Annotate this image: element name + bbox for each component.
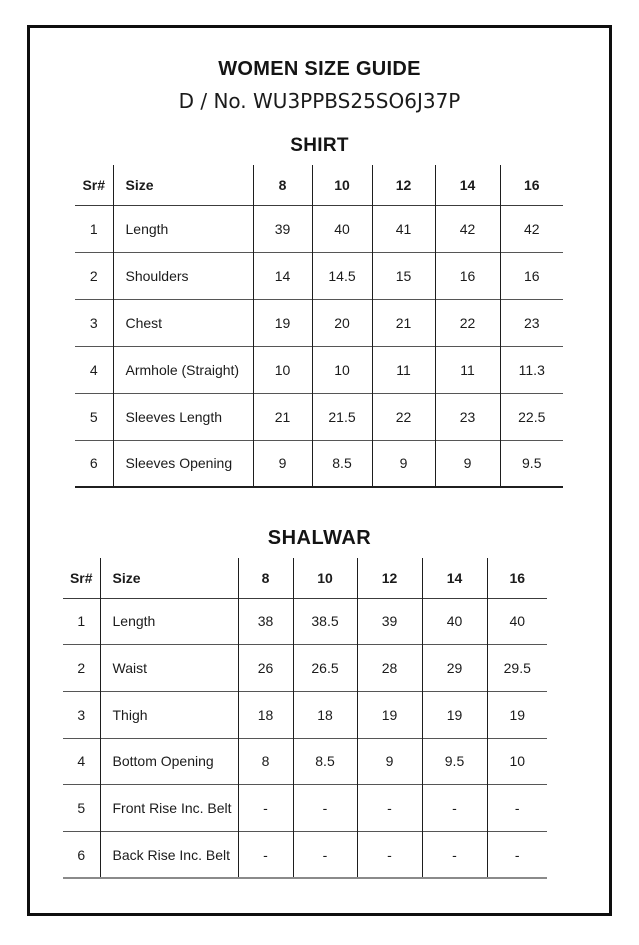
value-cell: 41 [372,205,435,252]
value-cell: 22 [435,299,500,346]
size-value-header: 14 [422,558,487,598]
serial-cell: 6 [75,440,113,487]
value-cell: 26.5 [293,645,357,692]
value-cell: 8.5 [312,440,372,487]
value-cell: 16 [435,252,500,299]
value-cell: 9 [372,440,435,487]
header-row [75,165,563,205]
value-cell: 40 [422,598,487,645]
value-cell: 40 [509,613,526,630]
shirt-size-table [75,165,563,488]
size-column-header: Size [113,165,253,205]
value-cell: 10 [312,346,372,393]
value-cell: 16 [523,267,540,284]
table-row [63,691,547,738]
value-cell: 26 [238,645,293,692]
serial-cell: 2 [63,645,100,692]
value-cell: 23 [435,393,500,440]
value-cell: 14 [253,252,312,299]
table-row [63,738,547,785]
size-value-header: 16 [523,176,540,193]
value-cell: 9 [253,440,312,487]
value-cell: 42 [435,205,500,252]
measurement-label-cell: Length [113,205,253,252]
value-cell: - [514,800,520,817]
value-cell: - [357,785,422,832]
value-cell: 38 [238,598,293,645]
value-cell: - [238,831,293,878]
size-value-header: 8 [238,558,293,598]
value-cell: - [357,831,422,878]
value-cell: 15 [372,252,435,299]
table-row [63,645,547,692]
table-row [63,785,547,832]
serial-column-header: Sr# [75,165,113,205]
value-cell: 20 [312,299,372,346]
value-cell: - [293,785,357,832]
value-cell: 11 [372,346,435,393]
table-row [63,598,547,645]
measurement-label-cell: Sleeves Length [113,393,253,440]
value-cell: 39 [253,205,312,252]
value-cell: 9 [357,738,422,785]
header-row [63,558,547,598]
shirt-table-title: SHIRT [290,135,349,156]
size-value-header: 10 [293,558,357,598]
measurement-label-cell: Front Rise Inc. Belt [100,785,238,832]
value-cell: - [514,846,520,863]
value-cell: 29.5 [503,660,531,677]
table-row [75,440,563,487]
value-cell: 19 [422,691,487,738]
value-cell: 22 [372,393,435,440]
value-cell: 21.5 [312,393,372,440]
table-row [75,393,563,440]
measurement-label-cell: Length [100,598,238,645]
serial-column-header: Sr# [63,558,100,598]
size-value-header: 12 [372,165,435,205]
value-cell: 21 [253,393,312,440]
serial-cell: 6 [63,831,100,878]
value-cell: 22.5 [518,408,546,425]
size-value-header: 12 [357,558,422,598]
value-cell: 21 [372,299,435,346]
serial-cell: 5 [75,393,113,440]
size-value-header: 10 [312,165,372,205]
value-cell: - [238,785,293,832]
value-cell: 28 [357,645,422,692]
value-cell: 19 [509,706,526,723]
value-cell: 10 [253,346,312,393]
serial-cell: 3 [63,691,100,738]
value-cell: 11.3 [518,361,545,378]
value-cell: 19 [357,691,422,738]
value-cell: 14.5 [312,252,372,299]
value-cell: 11 [435,346,500,393]
value-cell: 40 [312,205,372,252]
value-cell: 9.5 [522,455,542,472]
serial-cell: 1 [63,598,100,645]
measurement-label-cell: Waist [100,645,238,692]
table-row [75,205,563,252]
table-row [75,299,563,346]
size-value-header: 16 [509,569,526,586]
serial-cell: 3 [75,299,113,346]
value-cell: 9.5 [422,738,487,785]
serial-cell: 4 [75,346,113,393]
design-number: D / No. WU3PPBS25SO6J37P [178,89,461,113]
value-cell: 38.5 [293,598,357,645]
value-cell: 10 [509,753,526,770]
value-cell: - [293,831,357,878]
size-value-header: 14 [435,165,500,205]
measurement-label-cell: Sleeves Opening [113,440,253,487]
value-cell: 29 [422,645,487,692]
measurement-label-cell: Chest [113,299,253,346]
measurement-label-cell: Armhole (Straight) [113,346,253,393]
table-row [63,831,547,878]
value-cell: 23 [523,314,540,331]
size-value-header: 8 [253,165,312,205]
table-row [75,252,563,299]
measurement-label-cell: Back Rise Inc. Belt [100,831,238,878]
shalwar-table-title: SHALWAR [267,527,372,549]
value-cell: - [422,785,487,832]
value-cell: 18 [293,691,357,738]
value-cell: 42 [523,220,540,237]
value-cell: 8 [238,738,293,785]
size-column-header: Size [100,558,238,598]
value-cell: 39 [357,598,422,645]
page-title: WOMEN SIZE GUIDE [218,58,421,80]
value-cell: 8.5 [293,738,357,785]
serial-cell: 4 [63,738,100,785]
value-cell: - [422,831,487,878]
measurement-label-cell: Bottom Opening [100,738,238,785]
shalwar-size-table [63,558,547,879]
value-cell: 9 [435,440,500,487]
measurement-label-cell: Thigh [100,691,238,738]
serial-cell: 2 [75,252,113,299]
serial-cell: 5 [63,785,100,832]
serial-cell: 1 [75,205,113,252]
measurement-label-cell: Shoulders [113,252,253,299]
value-cell: 18 [238,691,293,738]
table-row [75,346,563,393]
value-cell: 19 [253,299,312,346]
